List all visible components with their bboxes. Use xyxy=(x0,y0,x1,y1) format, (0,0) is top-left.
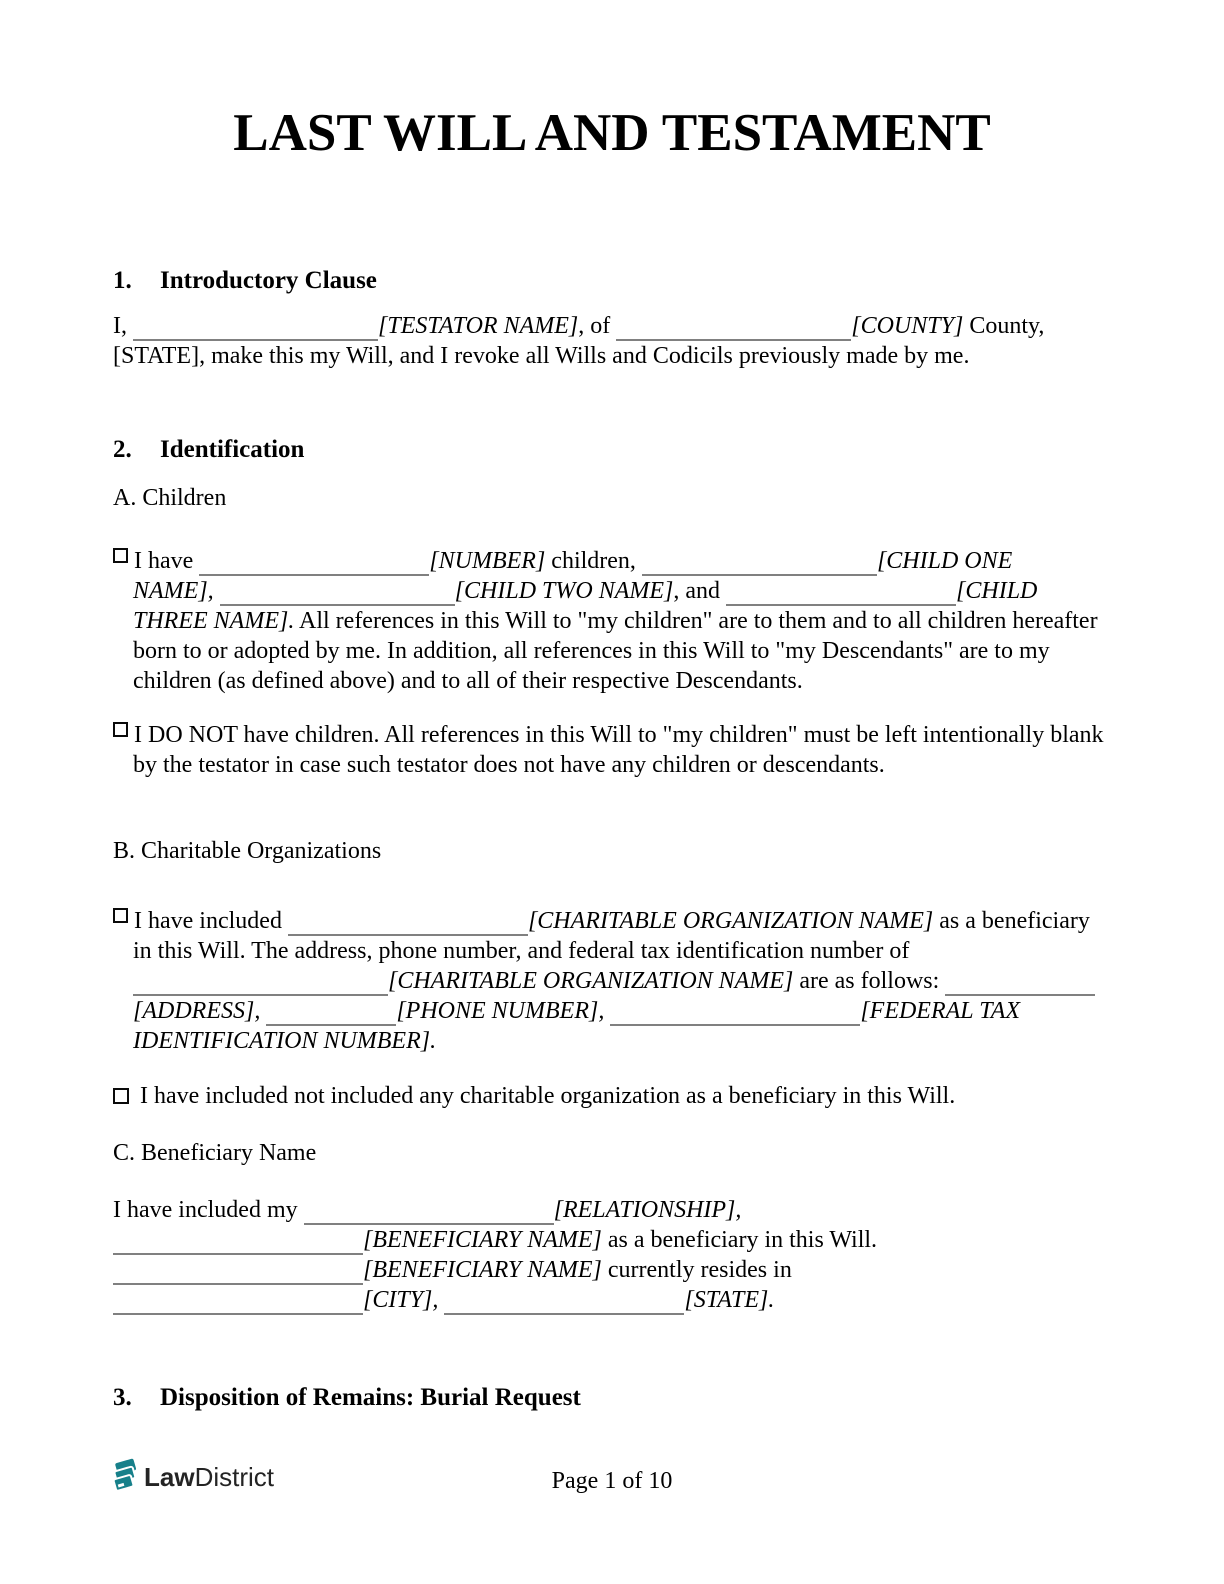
text-line xyxy=(133,906,1111,936)
field-placeholder: [CHILD xyxy=(956,578,1038,604)
text-line xyxy=(133,966,1111,996)
charity-not-included-option xyxy=(113,1081,1111,1111)
text-line xyxy=(133,750,1111,780)
brand-name xyxy=(144,1459,274,1495)
section-number: 1. xyxy=(113,267,132,294)
text-line xyxy=(133,720,1111,750)
section-title: Identification xyxy=(160,436,305,463)
field-placeholder: IDENTIFICATION NUMBER]. xyxy=(133,1028,437,1054)
field-placeholder: THREE NAME]. xyxy=(133,608,295,634)
no-children-option xyxy=(113,720,1111,780)
section-3-heading xyxy=(113,1383,1111,1413)
introductory-clause-paragraph xyxy=(113,311,1111,371)
text-run: I have xyxy=(134,548,200,574)
text-line xyxy=(133,666,1111,696)
field-placeholder: [BENEFICIARY NAME] xyxy=(363,1227,602,1253)
beneficiary-name-paragraph xyxy=(113,1195,1111,1315)
text-run xyxy=(438,1287,444,1313)
field-placeholder: [ADDRESS], xyxy=(133,998,261,1024)
subsection-title: A. Children xyxy=(113,485,227,511)
text-run: , and xyxy=(673,578,727,604)
text-run: are as follows: xyxy=(793,968,946,994)
section-number: 3. xyxy=(113,1384,132,1411)
page-footer xyxy=(113,1458,1111,1508)
have-children-option xyxy=(113,546,1111,696)
field-placeholder: NAME], xyxy=(133,578,214,604)
text-line xyxy=(113,1081,1111,1111)
text-line xyxy=(113,1225,1111,1255)
text-run: children, xyxy=(545,548,642,574)
text-line xyxy=(113,1285,1111,1315)
text-line xyxy=(133,576,1111,606)
field-placeholder: [CHILD ONE xyxy=(876,548,1013,574)
page-number: Page 1 of 10 xyxy=(551,1468,673,1494)
text-line xyxy=(113,341,1111,371)
section-1-heading xyxy=(113,266,1111,296)
text-line xyxy=(133,546,1111,576)
lawdistrict-logo xyxy=(113,1458,274,1496)
field-placeholder: [CHILD TWO NAME] xyxy=(454,578,674,604)
subsection-b-label xyxy=(113,836,1111,866)
charity-included-option xyxy=(113,906,1111,1056)
subsection-c-label xyxy=(113,1138,1111,1168)
blank-underline xyxy=(113,1313,363,1315)
field-placeholder: [CHARITABLE ORGANIZATION NAME] xyxy=(388,968,794,994)
text-run: by the testator in case such testator does not have any children or descendants. xyxy=(133,752,885,778)
text-line xyxy=(133,996,1111,1026)
field-placeholder: [NUMBER] xyxy=(429,548,546,574)
section-title: Disposition of Remains: Burial Request xyxy=(160,1384,581,1411)
no-children-option-checkbox[interactable] xyxy=(113,722,128,737)
text-line xyxy=(113,1195,1111,1225)
text-run: in this Will. The address, phone number, and federal tax identification number of xyxy=(133,938,910,964)
blank-underline xyxy=(444,1313,684,1315)
field-placeholder: [STATE]. xyxy=(684,1287,775,1313)
section-2-heading xyxy=(113,435,1111,465)
field-placeholder: [CITY], xyxy=(363,1287,439,1313)
text-run: born to or adopted by me. In addition, all references in this Will to "my Descendants" are to my xyxy=(133,638,1050,664)
document-body xyxy=(113,266,1111,1413)
text-line xyxy=(113,311,1111,341)
text-run: children (as defined above) and to all of their respective Descendants. xyxy=(133,668,803,694)
text-run: All references in this Will to "my children" are to them and to all children hereafter xyxy=(294,608,1098,634)
text-line xyxy=(133,606,1111,636)
text-run xyxy=(214,578,220,604)
field-placeholder: [CHARITABLE ORGANIZATION NAME] xyxy=(527,908,934,934)
brand-name-regular: District xyxy=(194,1462,275,1492)
blank-underline xyxy=(610,1024,860,1026)
text-line xyxy=(133,936,1111,966)
field-placeholder: [BENEFICIARY NAME] xyxy=(363,1257,602,1283)
text-run: , of xyxy=(578,313,617,339)
text-run xyxy=(604,998,610,1024)
text-line xyxy=(133,1026,1111,1056)
brand-name-bold: Law xyxy=(144,1462,195,1492)
field-placeholder: [FEDERAL TAX xyxy=(860,998,1021,1024)
section-number: 2. xyxy=(113,436,132,463)
charity-not-included-option-checkbox[interactable] xyxy=(113,1088,129,1104)
text-run: I have included my xyxy=(113,1197,304,1223)
document-title: LAST WILL AND TESTAMENT xyxy=(233,104,991,162)
subsection-title: C. Beneficiary Name xyxy=(113,1140,317,1166)
have-children-option-checkbox[interactable] xyxy=(113,548,128,563)
text-run: I have included xyxy=(134,908,288,934)
text-run: as a beneficiary in this Will. xyxy=(601,1227,878,1253)
text-run: I have included not included any charitable organization as a beneficiary in this Will. xyxy=(140,1083,956,1109)
field-placeholder: [COUNTY] xyxy=(851,313,964,339)
text-run xyxy=(260,998,266,1024)
field-placeholder: [TESTATOR NAME] xyxy=(378,313,579,339)
text-run: currently resides in xyxy=(601,1257,792,1283)
text-run: I, xyxy=(113,313,133,339)
text-line xyxy=(113,1255,1111,1285)
text-run: I DO NOT have children. All references in this Will to "my children" must be left intentionally blank xyxy=(134,722,1104,748)
text-run: County, xyxy=(963,313,1045,339)
field-placeholder: [PHONE NUMBER], xyxy=(396,998,605,1024)
stacked-documents-icon xyxy=(113,1458,139,1496)
text-run: as a beneficiary xyxy=(933,908,1090,934)
text-line xyxy=(133,636,1111,666)
section-title: Introductory Clause xyxy=(160,267,377,294)
text-run: [STATE], make this my Will, and I revoke all Wills and Codicils previously made by me. xyxy=(113,343,970,369)
field-placeholder: [RELATIONSHIP], xyxy=(553,1197,742,1223)
subsection-a-label xyxy=(113,483,1111,513)
subsection-title: B. Charitable Organizations xyxy=(113,838,382,864)
charity-included-option-checkbox[interactable] xyxy=(113,908,128,923)
